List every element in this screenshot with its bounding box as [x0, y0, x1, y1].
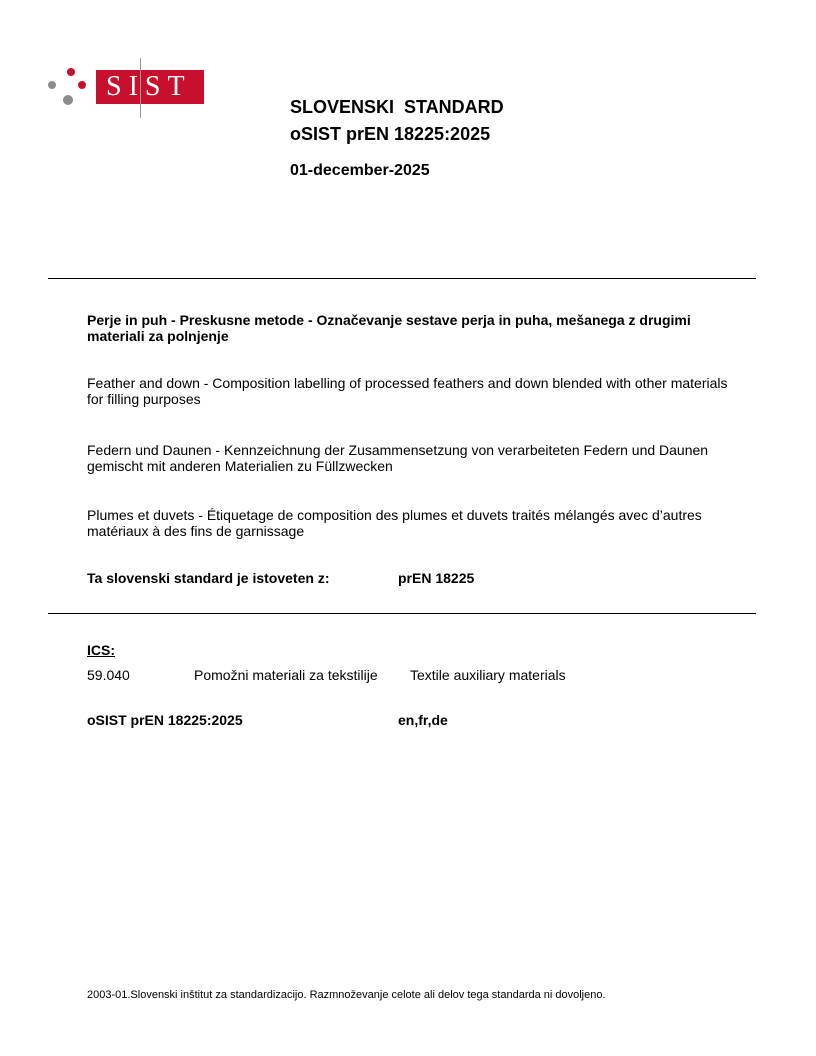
top-divider [48, 278, 756, 279]
standard-date: 01-december-2025 [290, 162, 430, 179]
standard-code: oSIST prEN 18225:2025 [290, 124, 491, 144]
sist-logo-dots [46, 66, 86, 110]
ics-heading: ICS: [87, 642, 115, 658]
ics-english: Textile auxiliary materials [410, 667, 566, 683]
title-german: Federn und Daunen - Kennzeichnung der Zusammensetzung von verarbeiteten Federn und Daunen gemischt mit anderen Materialien zu Füllzwecken [87, 442, 709, 474]
bottom-divider [48, 613, 756, 614]
document-code: oSIST prEN 18225:2025 [87, 712, 243, 728]
logo-dot-red-right [78, 81, 86, 89]
logo-dot-grey-bottom [63, 95, 73, 105]
identical-value: prEN 18225 [398, 570, 475, 586]
logo-dot-grey-left [48, 81, 56, 89]
logo-dot-red [67, 68, 75, 76]
title-french: Plumes et duvets - Étiquetage de composition des plumes et duvets traités mélangés avec d’autres matériaux à des fins de garnissage [87, 507, 702, 539]
title-slovenian: Perje in puh - Preskusne metode - Označevanje sestave perja in puha, mešanega z drugimi materiali za polnjenje [87, 312, 691, 344]
identical-label: Ta slovenski standard je istoveten z: [87, 570, 330, 586]
document-languages: en,fr,de [398, 712, 448, 728]
title-english: Feather and down - Composition labelling of processed feathers and down blended with other materials for filling purposes [87, 375, 728, 407]
sist-logo-text: SIST [106, 71, 192, 102]
copyright-footer: 2003-01.Slovenski inštitut za standardizacijo. Razmnoževanje celote ali delov tega standarda ni dovoljeno. [87, 989, 606, 1001]
ics-code: 59.040 [87, 667, 130, 683]
ics-slovenian: Pomožni materiali za tekstilije [194, 667, 378, 683]
standard-heading: SLOVENSKI STANDARD [290, 97, 504, 117]
